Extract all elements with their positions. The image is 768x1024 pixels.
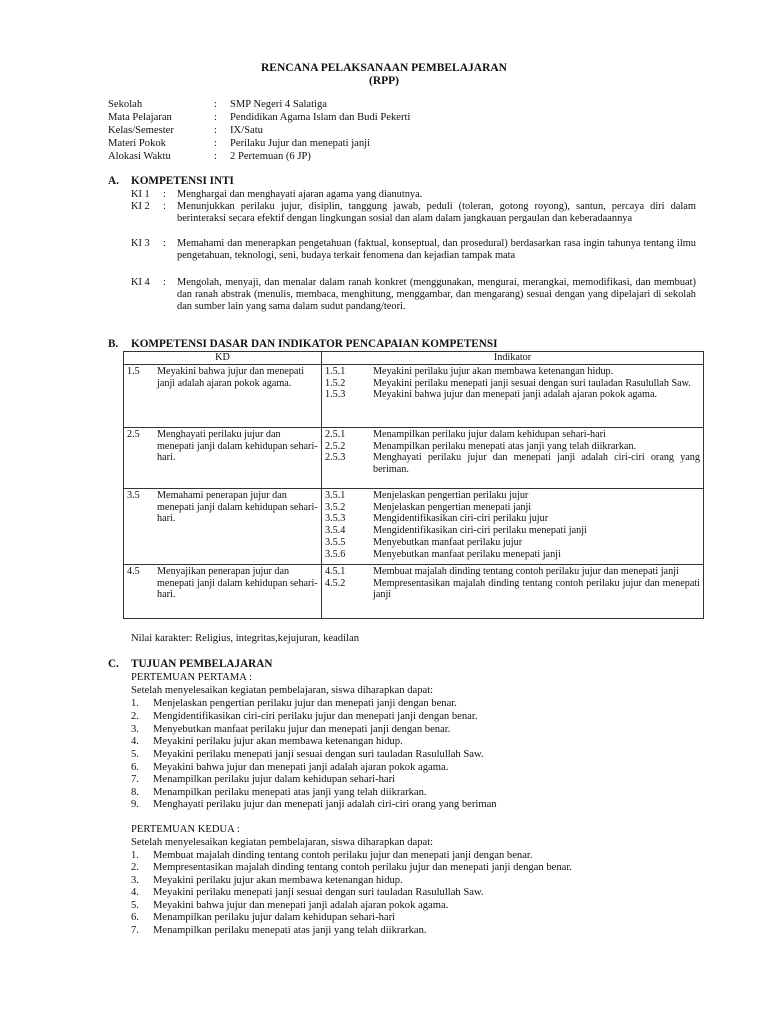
- ki-code: KI 1: [131, 189, 150, 200]
- ki-colon: :: [163, 189, 166, 200]
- list-text: Menjelaskan pengertian perilaku jujur dan menepati janji dengan benar.: [153, 698, 457, 709]
- kd-indicator-table: [123, 351, 704, 619]
- kd-number: 3.5: [127, 489, 140, 501]
- meeting-one-heading: PERTEMUAN PERTAMA :: [131, 672, 252, 683]
- indicator-number: 2.5.2: [325, 440, 346, 452]
- table-header-row: [124, 352, 704, 365]
- ki-text: Menunjukkan perilaku jujur, disiplin, tanggung jawab, peduli (toleran, gotong royong), santun, percaya diri dalam berinteraksi secara efektif dengan lingkungan sosial dan alam dalam jangkauan pergaulan dan keberadaannya: [177, 201, 696, 225]
- identity-colon: :: [214, 125, 217, 136]
- list-number: 3.: [131, 724, 139, 735]
- meeting-two-heading: PERTEMUAN KEDUA :: [131, 824, 240, 835]
- table-row: [124, 364, 704, 427]
- list-text: Meyakini perilaku jujur akan membawa ketenangan hidup.: [153, 736, 403, 747]
- list-number: 5.: [131, 900, 139, 911]
- indicator-number: 1.5.2: [325, 377, 346, 389]
- identity-value: 2 Pertemuan (6 JP): [230, 151, 311, 162]
- indicator-number: 2.5.3: [325, 452, 346, 464]
- indicator-number: 3.5.4: [325, 525, 346, 537]
- list-number: 6.: [131, 912, 139, 923]
- kd-cell: [124, 488, 322, 564]
- indicator-number: 3.5.2: [325, 501, 346, 513]
- kd-number: 1.5: [127, 365, 140, 377]
- ki-item: [131, 277, 696, 314]
- indicator-item: [325, 549, 700, 561]
- document-subtitle: (RPP): [368, 75, 399, 87]
- list-text: Meyakini perilaku jujur akan membawa ketenangan hidup.: [153, 875, 403, 886]
- indicator-item: [325, 429, 700, 441]
- list-number: 2.: [131, 711, 139, 722]
- indicator-number: 4.5.2: [325, 577, 346, 589]
- indicator-number: 1.5.1: [325, 365, 346, 377]
- indicator-cell: [322, 564, 704, 618]
- list-number: 3.: [131, 875, 139, 886]
- indicator-cell: [322, 488, 704, 564]
- ki-item: [131, 201, 696, 225]
- indicator-number: 1.5.3: [325, 389, 346, 401]
- list-number: 9.: [131, 799, 139, 810]
- indicator-number: 3.5.3: [325, 513, 346, 525]
- section-letter: C.: [108, 658, 119, 670]
- list-text: Menampilkan perilaku jujur dalam kehidupan sehari-hari: [153, 774, 396, 785]
- list-number: 7.: [131, 925, 139, 936]
- kd-text: Memahami penerapan jujur dan menepati janji dalam kehidupan sehari-hari.: [157, 489, 318, 525]
- list-number: 7.: [131, 774, 139, 785]
- indicator-text: Menampilkan perilaku jujur dalam kehidupan sehari-hari: [373, 428, 606, 440]
- list-text: Menampilkan perilaku menepati atas janji yang telah diikrarkan.: [153, 925, 427, 936]
- ki-text: Memahami dan menerapkan pengetahuan (faktual, konseptual, dan prosedural) berdasarkan rasa ingin tahunya tentang ilmu pengetahuan, teknologi, seni, budaya terkait fenomena dan kejadian tampak mata: [177, 238, 696, 262]
- indicator-item: [325, 578, 700, 602]
- identity-label: Mata Pelajaran: [108, 112, 172, 123]
- section-letter: B.: [108, 338, 119, 350]
- indicator-item: [325, 389, 700, 401]
- identity-label: Alokasi Waktu: [108, 151, 171, 162]
- indicator-cell: [322, 427, 704, 488]
- indicator-item: [325, 566, 700, 578]
- list-text: Menampilkan perilaku menepati atas janji yang telah diikrarkan.: [153, 787, 427, 798]
- identity-colon: :: [214, 138, 217, 149]
- meeting-one-intro: Setelah menyelesaikan kegiatan pembelajaran, siswa diharapkan dapat:: [131, 685, 434, 696]
- indicator-text: Menjelaskan pengertian perilaku jujur: [373, 489, 529, 501]
- indicator-text: Menjelaskan pengertian menepati janji: [373, 501, 532, 513]
- kd-text: Meyakini bahwa jujur dan menepati janji adalah ajaran pokok agama.: [157, 365, 305, 389]
- indicator-item: [325, 441, 700, 453]
- section-letter: A.: [108, 175, 119, 187]
- list-text: Menampilkan perilaku jujur dalam kehidupan sehari-hari: [153, 912, 396, 923]
- indicator-number: 2.5.1: [325, 428, 346, 440]
- indicator-text: Meyakini perilaku menepati janji sesuai dengan suri tauladan Rasulullah Saw.: [373, 377, 691, 389]
- list-text: Meyakini perilaku menepati janji sesuai dengan suri tauladan Rasulullah Saw.: [153, 749, 484, 760]
- meeting-two-intro: Setelah menyelesaikan kegiatan pembelajaran, siswa diharapkan dapat:: [131, 837, 434, 848]
- indicator-text: Mengidentifikasikan ciri-ciri perilaku menepati janji: [373, 525, 587, 537]
- identity-colon: :: [214, 151, 217, 162]
- ki-colon: :: [163, 201, 166, 212]
- indicator-item: [325, 513, 700, 525]
- table-row: [124, 564, 704, 618]
- list-number: 5.: [131, 749, 139, 760]
- kd-number: 2.5: [127, 428, 140, 440]
- list-text: Mempresentasikan majalah dinding tentang contoh perilaku jujur dan menepati janji dengan benar.: [153, 862, 572, 873]
- indicator-text: Menyebutkan manfaat perilaku menepati janji: [373, 548, 561, 560]
- kd-text: Menghayati perilaku jujur dan menepati janji dalam kehidupan sehari-hari.: [157, 428, 318, 464]
- list-text: Meyakini bahwa jujur dan menepati janji adalah ajaran pokok agama.: [153, 762, 449, 773]
- list-text: Membuat majalah dinding tentang contoh perilaku jujur dan menepati janji dengan benar.: [153, 850, 533, 861]
- indicator-number: 3.5.5: [325, 536, 346, 548]
- list-text: Menghayati perilaku jujur dan menepati janji adalah ciri-ciri orang yang beriman: [153, 799, 497, 810]
- identity-label: Materi Pokok: [108, 138, 166, 149]
- table-row: [124, 427, 704, 488]
- kd-column-header: KD: [124, 352, 322, 365]
- ki-text: Mengolah, menyaji, dan menalar dalam ranah konkret (menggunakan, mengurai, merangkai, memodifikasi, dan membuat) dan ranah abstrak (menulis, membaca, menghitung, menggambar, dan mengarang) sesuai dengan yang dipelajari di sekolah dan sumber lain yang sama dalam sudut pandang/teori.: [177, 277, 696, 313]
- indicator-item: [325, 490, 700, 502]
- document-title: RENCANA PELAKSANAAN PEMBELAJARAN: [261, 62, 507, 74]
- indicator-text: Meyakini bahwa jujur dan menepati janji adalah ajaran pokok agama.: [373, 389, 658, 401]
- list-text: Menyebutkan manfaat perilaku jujur dan menepati janji dengan benar.: [153, 724, 451, 735]
- indicator-number: 4.5.1: [325, 565, 346, 577]
- ki-text: Menghargai dan menghayati ajaran agama yang dianutnya.: [177, 189, 423, 200]
- indicator-item: [325, 525, 700, 537]
- identity-colon: :: [214, 99, 217, 110]
- kd-cell: [124, 564, 322, 618]
- identity-value: IX/Satu: [230, 125, 263, 136]
- indicator-text: Menghayati perilaku jujur dan menepati janji adalah ciri-ciri orang yang beriman.: [373, 452, 700, 476]
- indicator-number: 3.5.6: [325, 548, 346, 560]
- indicator-cell: [322, 364, 704, 427]
- identity-value: Perilaku Jujur dan menepati janji: [230, 138, 371, 149]
- list-number: 6.: [131, 762, 139, 773]
- indicator-item: [325, 378, 700, 390]
- ki-code: KI 3: [131, 238, 150, 249]
- indicator-item: [325, 366, 700, 378]
- identity-label: Sekolah: [108, 99, 143, 110]
- ki-code: KI 2: [131, 201, 150, 212]
- section-title: KOMPETENSI INTI: [131, 175, 234, 187]
- kd-cell: [124, 427, 322, 488]
- indicator-number: 3.5.1: [325, 489, 346, 501]
- list-text: Mengidentifikasikan ciri-ciri perilaku jujur dan menepati janji dengan benar.: [153, 711, 478, 722]
- indicator-column-header: Indikator: [322, 352, 704, 365]
- section-title: TUJUAN PEMBELAJARAN: [131, 658, 273, 670]
- indicator-text: Menampilkan perilaku menepati atas janji yang telah diikrarkan.: [373, 440, 637, 452]
- list-number: 8.: [131, 787, 139, 798]
- indicator-text: Membuat majalah dinding tentang contoh perilaku jujur dan menepati janji: [373, 565, 679, 577]
- indicator-item: [325, 537, 700, 549]
- ki-colon: :: [163, 238, 166, 249]
- identity-colon: :: [214, 112, 217, 123]
- indicator-item: [325, 502, 700, 514]
- kd-cell: [124, 364, 322, 427]
- indicator-text: Meyakini perilaku jujur akan membawa ketenangan hidup.: [373, 365, 614, 377]
- list-text: Meyakini bahwa jujur dan menepati janji adalah ajaran pokok agama.: [153, 900, 449, 911]
- ki-item: [131, 189, 696, 201]
- indicator-item: [325, 452, 700, 476]
- ki-item: [131, 238, 696, 262]
- list-number: 4.: [131, 887, 139, 898]
- ki-code: KI 4: [131, 277, 150, 288]
- list-number: 1.: [131, 850, 139, 861]
- identity-label: Kelas/Semester: [108, 125, 174, 136]
- ki-colon: :: [163, 277, 166, 288]
- indicator-text: Mempresentasikan majalah dinding tentang contoh perilaku jujur dan menepati janji: [373, 577, 700, 601]
- list-number: 1.: [131, 698, 139, 709]
- identity-value: SMP Negeri 4 Salatiga: [230, 99, 327, 110]
- nilai-karakter: Nilai karakter: Religius, integritas,kejujuran, keadilan: [131, 633, 359, 644]
- indicator-text: Menyebutkan manfaat perilaku jujur: [373, 536, 523, 548]
- table-row: [124, 488, 704, 564]
- list-number: 2.: [131, 862, 139, 873]
- kd-text: Menyajikan penerapan jujur dan menepati janji dalam kehidupan sehari-hari.: [157, 565, 318, 601]
- kd-number: 4.5: [127, 565, 140, 577]
- list-number: 4.: [131, 736, 139, 747]
- indicator-text: Mengidentifikasikan ciri-ciri perilaku jujur: [373, 513, 549, 525]
- list-text: Meyakini perilaku menepati janji sesuai dengan suri tauladan Rasulullah Saw.: [153, 887, 484, 898]
- section-title: KOMPETENSI DASAR DAN INDIKATOR PENCAPAIAN KOMPETENSI: [131, 338, 498, 350]
- identity-value: Pendidikan Agama Islam dan Budi Pekerti: [230, 112, 411, 123]
